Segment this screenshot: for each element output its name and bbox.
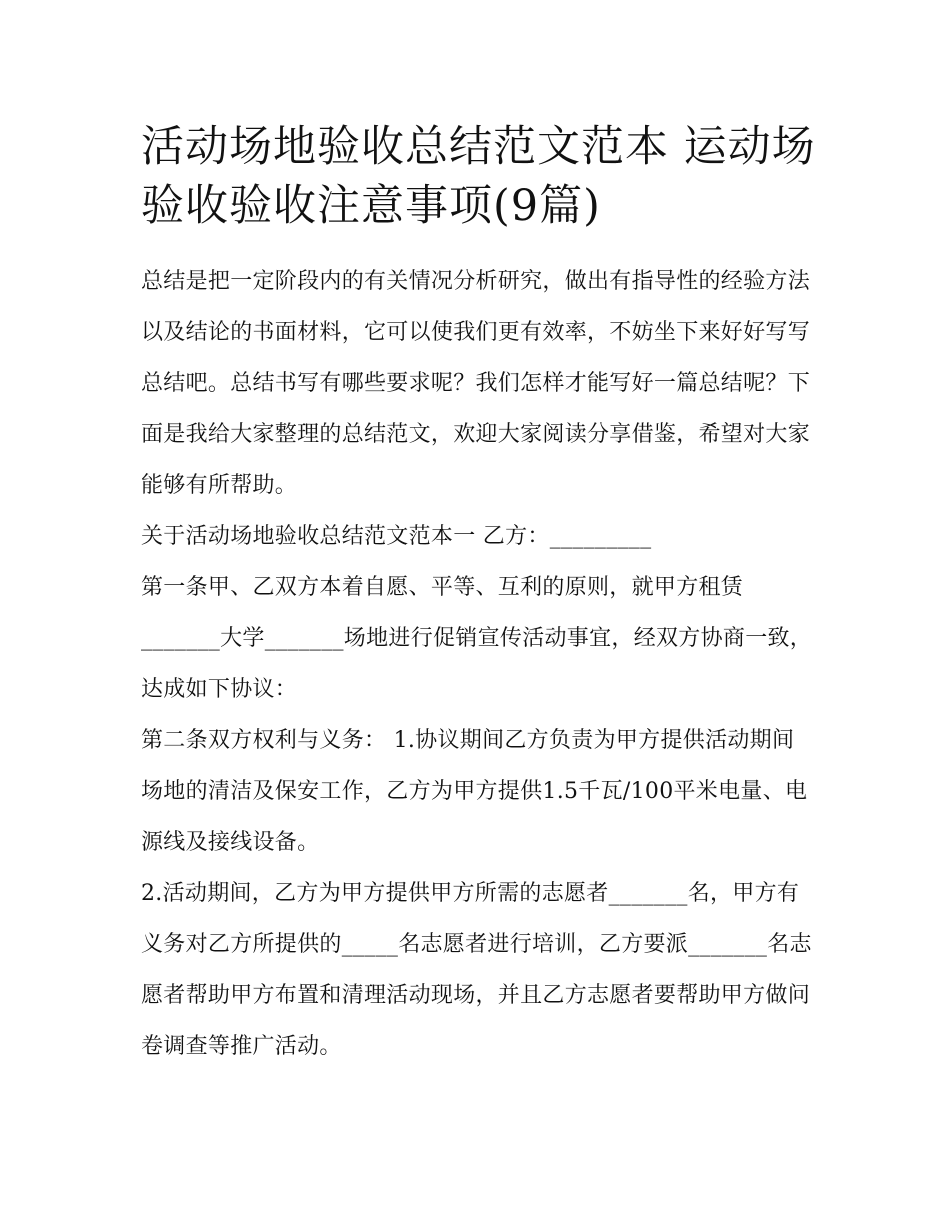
section-heading-paragraph: 关于活动场地验收总结范文范本一 乙方：_________ — [141, 524, 652, 549]
document-title: 活动场地验收总结范文范本 运动场验收验收注意事项(9篇) — [141, 122, 816, 231]
article-two-paragraph: 第二条双方权利与义务： 1.协议期间乙方负责为甲方提供活动期间场地的清洁及保安工作，乙方为甲方提供1.5千瓦/100平米电量、电源线及接线设备。 — [141, 728, 808, 855]
article-two-item-two-paragraph: 2.活动期间，乙方为甲方提供甲方所需的志愿者_______名，甲方有义务对乙方所提供的_____名志愿者进行培训，乙方要派_______名志愿者帮助甲方布置和清理活动现场，并且乙方志愿者要帮助甲方做问卷调查等推广活动。 — [141, 881, 812, 1059]
intro-paragraph: 总结是把一定阶段内的有关情况分析研究，做出有指导性的经验方法以及结论的书面材料，它可以使我们更有效率，不妨坐下来好好写写总结吧。总结书写有哪些要求呢？我们怎样才能写好一篇总结呢？下面是我给大家整理的总结范文，欢迎大家阅读分享借鉴，希望对大家能够有所帮助。 — [141, 269, 811, 498]
document-body — [141, 118, 816, 1072]
article-one-paragraph: 第一条甲、乙双方本着自愿、平等、互利的原则，就甲方租赁_______大学_______场地进行促销宣传活动事宜，经双方协商一致，达成如下协议： — [141, 575, 813, 702]
